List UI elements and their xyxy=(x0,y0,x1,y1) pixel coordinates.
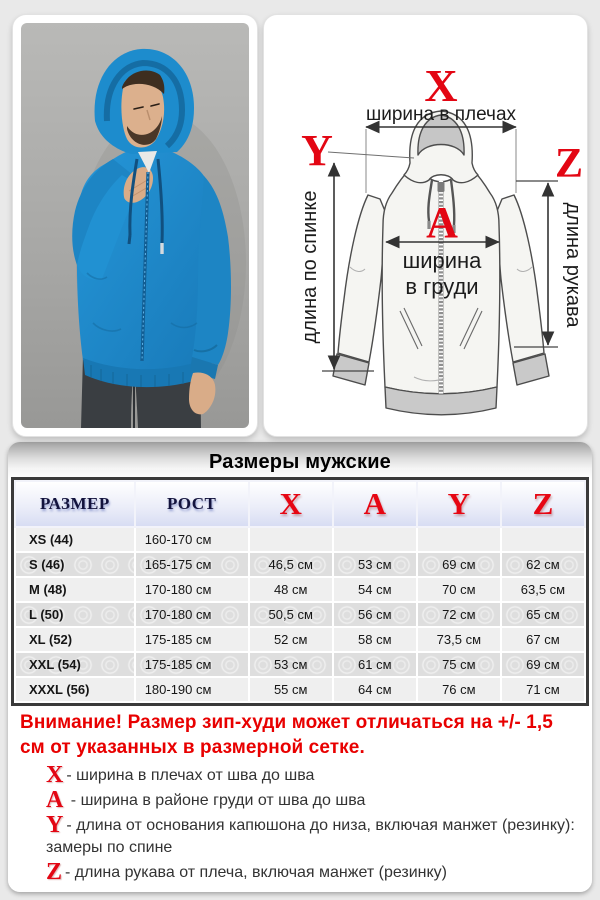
measurement-legend xyxy=(46,762,578,885)
cell-y: 76 см xyxy=(417,677,501,702)
col-header-z xyxy=(501,481,585,527)
legend-letter-z: Z xyxy=(46,859,63,885)
top-section xyxy=(0,0,600,437)
cell-z: 71 см xyxy=(501,677,585,702)
legend-text-x: - ширина в плечах от шва до шва xyxy=(66,767,315,784)
cell-y: 73,5 см xyxy=(417,627,501,652)
size-table-title: Размеры мужские xyxy=(208,451,392,473)
table-row-xl xyxy=(15,627,585,652)
cell-size: L (50) xyxy=(15,602,135,627)
legend-item-y xyxy=(46,812,578,859)
col-header-y xyxy=(417,481,501,527)
legend-item-x xyxy=(46,762,578,788)
cell-height: 175-185 см xyxy=(135,652,249,677)
cell-height: 170-180 см xyxy=(135,577,249,602)
cell-height: 160-170 см xyxy=(135,527,249,552)
table-row-xxxl xyxy=(15,677,585,702)
cell-a xyxy=(333,527,417,552)
cell-x: 53 см xyxy=(249,652,333,677)
size-table-card xyxy=(8,442,592,892)
y-letter: Y xyxy=(301,126,333,175)
size-table-frame xyxy=(11,477,589,706)
cell-a: 61 см xyxy=(333,652,417,677)
table-row-xs xyxy=(15,527,585,552)
product-photo xyxy=(21,23,249,428)
legend-letter-x: X xyxy=(46,762,64,788)
cell-size: M (48) xyxy=(15,577,135,602)
cell-x: 46,5 см xyxy=(249,552,333,577)
cell-a: 56 см xyxy=(333,602,417,627)
cell-height: 180-190 см xyxy=(135,677,249,702)
cell-size: XL (52) xyxy=(15,627,135,652)
legend-text-a: - ширина в районе груди от шва до шва xyxy=(66,792,366,809)
cell-y xyxy=(417,527,501,552)
col-header-size xyxy=(15,481,135,527)
cell-x: 52 см xyxy=(249,627,333,652)
cell-y: 72 см xyxy=(417,602,501,627)
a-letter: A xyxy=(426,198,458,247)
cell-y: 75 см xyxy=(417,652,501,677)
legend-item-z xyxy=(46,859,578,885)
col-header-y-label: Y xyxy=(447,486,471,521)
cell-y: 69 см xyxy=(417,552,501,577)
cell-height: 170-180 см xyxy=(135,602,249,627)
legend-letter-a: A xyxy=(46,787,64,813)
size-table-header-row xyxy=(15,481,585,527)
x-letter: X xyxy=(424,60,458,111)
table-row-s xyxy=(15,552,585,577)
col-header-height-label: РОСТ xyxy=(167,494,217,513)
a-label-line2: в груди xyxy=(405,274,479,299)
col-header-a xyxy=(333,481,417,527)
legend-text-y: - длина от основания капюшона до низа, включая манжет (резинку): замеры по спине xyxy=(46,817,575,856)
cell-size: XS (44) xyxy=(15,527,135,552)
warning-note: Внимание! Размер зип-худи может отличаться на +/- 1,5 см от указанных в размерной сетке. xyxy=(20,712,553,758)
legend-text-z: - длина рукава от плеча, включая манжет (резинку) xyxy=(65,864,447,881)
cell-z: 67 см xyxy=(501,627,585,652)
cell-x: 50,5 см xyxy=(249,602,333,627)
y-label: длина по спинке xyxy=(299,190,321,344)
col-header-z-label: Z xyxy=(532,486,554,521)
cell-a: 54 см xyxy=(333,577,417,602)
cell-height: 175-185 см xyxy=(135,627,249,652)
cell-size: XXXL (56) xyxy=(15,677,135,702)
table-row-xxl xyxy=(15,652,585,677)
photo-card xyxy=(12,14,258,437)
legend-letter-y: Y xyxy=(46,812,64,838)
cell-size: S (46) xyxy=(15,552,135,577)
col-header-a-label: A xyxy=(363,486,386,521)
x-label: ширина в плечах xyxy=(365,104,517,125)
table-row-m xyxy=(15,577,585,602)
cell-x xyxy=(249,527,333,552)
cell-height: 165-175 см xyxy=(135,552,249,577)
cell-size: XXL (54) xyxy=(15,652,135,677)
z-letter: Z xyxy=(554,141,584,187)
measurement-diagram xyxy=(264,15,587,436)
diagram-card xyxy=(263,14,588,437)
legend-item-a xyxy=(46,787,578,813)
cell-x: 55 см xyxy=(249,677,333,702)
cell-z: 63,5 см xyxy=(501,577,585,602)
col-header-x xyxy=(249,481,333,527)
table-row-l xyxy=(15,602,585,627)
cell-z: 69 см xyxy=(501,652,585,677)
z-label: длина рукава xyxy=(562,202,584,328)
cell-a: 64 см xyxy=(333,677,417,702)
cell-a: 53 см xyxy=(333,552,417,577)
col-header-size-label: РАЗМЕР xyxy=(39,494,110,513)
a-label-line1: ширина xyxy=(402,248,482,273)
col-header-x-label: X xyxy=(279,486,302,521)
size-table xyxy=(14,480,586,703)
cell-a: 58 см xyxy=(333,627,417,652)
cell-x: 48 см xyxy=(249,577,333,602)
cell-y: 70 см xyxy=(417,577,501,602)
cell-z: 65 см xyxy=(501,602,585,627)
cell-z: 62 см xyxy=(501,552,585,577)
cell-z xyxy=(501,527,585,552)
col-header-height xyxy=(135,481,249,527)
